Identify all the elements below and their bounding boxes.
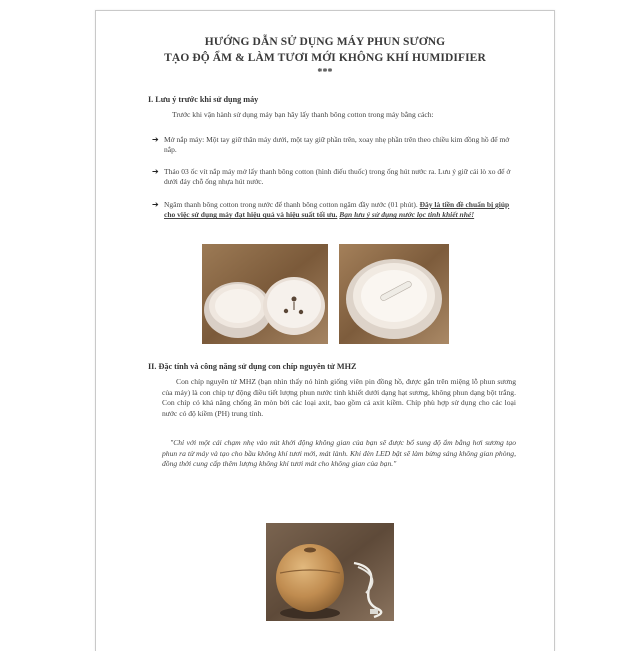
section2-quote: "Chỉ với một cái chạm nhẹ vào nút khởi động không gian của bạn sẽ được bổ sung độ ẩm bằng hơi sương tạo phun ra từ máy và tạo cho bầu không khí tươi mới, mát lành. Khi đèn LED bật sẽ làm bừng sáng không gian phòng, đồng thời cung cấp thêm lượng không khí tươi mát cho không gian của bạn." (162, 438, 516, 469)
section1-bullet-2 (152, 167, 514, 187)
bullet-emphasis-italic: Bạn lưu ý sử dụng nước lọc tinh khiết nhé! (339, 210, 475, 220)
bullet-text: Ngâm thanh bông cotton trong nước để thanh bông cotton ngâm đầy nước (01 phút). (164, 200, 418, 209)
section1-intro: Trước khi vận hành sử dụng máy bạn hãy lấy thanh bông cotton trong máy bằng cách: (172, 110, 434, 119)
section1-bullet-3 (152, 200, 514, 220)
document-page (95, 10, 555, 651)
photo-bowl-with-cotton-stick (339, 244, 449, 344)
section2-heading: II. Đặc tính và công năng sử dụng con chíp nguyên tử MHZ (148, 362, 357, 371)
section1-bullet-1 (152, 135, 514, 155)
doc-title-line2: TẠO ĐỘ ẨM & LÀM TƯƠI MỚI KHÔNG KHÍ HUMIDIFIER (164, 52, 486, 64)
arrow-bullet-icon: ➔ (152, 135, 159, 144)
arrow-bullet-icon: ➔ (152, 200, 159, 209)
bullet-text: Tháo 03 ốc vít nắp máy mở lấy thanh bông cotton (hình điếu thuốc) trong ống hút nước ra. Lưu ý giữ cái lò xo để ở dưới đáy chỗ ống nhựa hút nước. (164, 167, 511, 187)
doc-title-line1: HƯỚNG DẪN SỬ DỤNG MÁY PHUN SƯƠNG (204, 36, 446, 48)
bullet-text: Mở nắp máy: Một tay giữ thân máy dưới, một tay giữ phần trên, xoay nhẹ phần trên theo chiều kim đồng hồ để mở nắp. (164, 135, 510, 155)
photo-humidifier-product (266, 523, 394, 621)
arrow-bullet-icon: ➔ (152, 167, 159, 176)
doc-title-stars: *** (317, 67, 333, 78)
section1-heading: I. Lưu ý trước khi sử dụng máy (148, 95, 259, 104)
bullet-emphasis: Đây là tiền đề chuẩn bị giúp cho việc sử dụng máy đạt hiệu quả và hiệu suất tối ưu. (164, 200, 510, 220)
section2-paragraph: Con chíp nguyên tử MHZ (bạn nhìn thấy nó hình giống viên pin đồng hồ, được gắn trên miệng lỗ phun sương của máy) là con chip tự động điều tiết lượng phun nước tinh khiết dưới dạng hạt sương, không phun dạng bột trắng. Con chíp có khả năng chống ăn mòn bởi các loại axit, bao gồm cả axit kiềm. Chíp phù hợp sử dụng cho các loại nước có độ kiềm (PH) trung tính. (162, 377, 516, 418)
photo-opened-humidifier (202, 244, 328, 344)
